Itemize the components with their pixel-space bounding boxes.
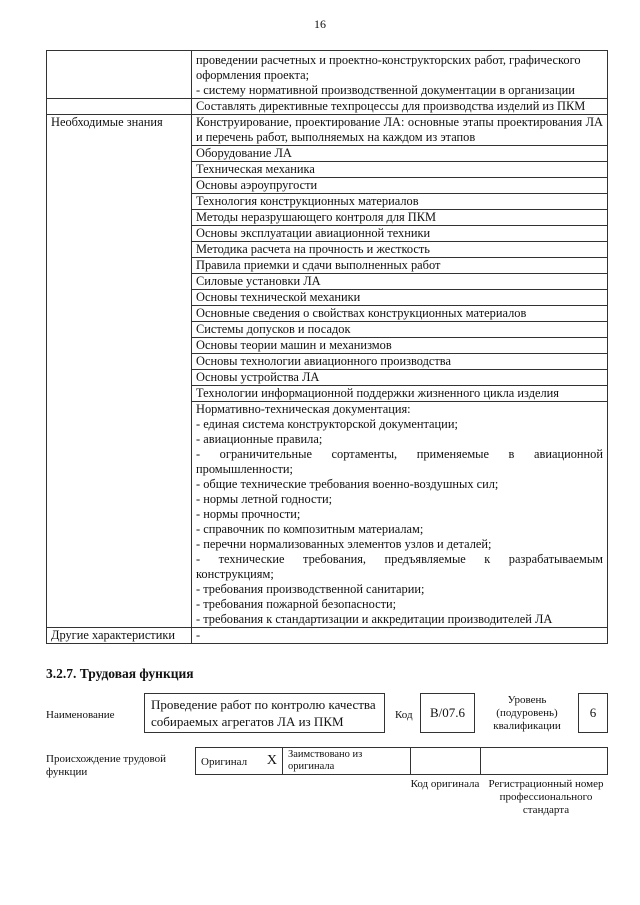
ntd-item: - нормы летной годности; (196, 492, 333, 506)
continued-text-cell (192, 51, 608, 99)
ntd-item: - справочник по композитным материалам; (196, 522, 424, 536)
knowledge-item: Методы неразрушающего контроля для ПКМ (192, 210, 608, 226)
knowledge-item: Основы устройства ЛА (192, 370, 608, 386)
knowledge-item: Основные сведения о свойствах конструкционных материалов (192, 306, 608, 322)
page-number: 16 (314, 17, 326, 31)
other-label: Другие характеристики (47, 628, 192, 644)
knowledge-item: Методика расчета на прочность и жесткость (192, 242, 608, 258)
knowledge-item: Конструирование, проектирование ЛА: основные этапы проектирования ЛА и перечень работ, выполняемых на каждом из этапов (192, 115, 608, 146)
knowledge-item: Технология конструкционных материалов (192, 194, 608, 210)
cont-line: оформления проекта; (196, 68, 310, 82)
original-label: Оригинал (201, 756, 248, 768)
code-original-caption: Код оригинала (410, 778, 480, 790)
knowledge-item: Основы эксплуатации авиационной техники (192, 226, 608, 242)
code-label: Код (395, 709, 413, 721)
code-box (420, 693, 475, 733)
ntd-item: - технические требования, предъявляемые к разрабатываемым конструкциям; (196, 552, 603, 581)
reg-number-caption: Регистрационный номер профессионального стандарта (488, 778, 604, 816)
reg-number-box (480, 747, 608, 775)
knowledge-item: Основы теории машин и механизмов (192, 338, 608, 354)
ntd-item: - перечни нормализованных элементов узлов и деталей; (196, 537, 492, 551)
function-name-box (144, 693, 385, 733)
function-name: Проведение работ по контролю качества собираемых агрегатов ЛА из ПКМ (151, 697, 376, 729)
knowledge-item: Основы технологии авиационного производства (192, 354, 608, 370)
knowledge-item: Силовые установки ЛА (192, 274, 608, 290)
code-original-box (410, 747, 481, 775)
name-label: Наименование (46, 709, 115, 721)
cont-line: проведении расчетных и проектно-конструкторских работ, графического (196, 53, 581, 67)
other-value: - (192, 628, 608, 644)
level-box (578, 693, 608, 733)
ntd-item: - требования производственной санитарии; (196, 582, 425, 596)
knowledge-item: Оборудование ЛА (192, 146, 608, 162)
borrowed-label: Заимствовано из оригинала (288, 749, 363, 772)
knowledge-item: Основы технической механики (192, 290, 608, 306)
ntd-item: - ограничительные сортаменты, применяемые в авиационной промышленности; (196, 447, 603, 476)
ntd-item: - нормы прочности; (196, 507, 301, 521)
knowledge-item: Технологии информационной поддержки жизненного цикла изделия (192, 386, 608, 402)
code-value: B/07.6 (429, 705, 466, 720)
knowledge-item: Правила приемки и сдачи выполненных работ (192, 258, 608, 274)
ntd-item: - требования к стандартизации и аккредитации производителей ЛА (196, 612, 553, 626)
cont-line: - систему нормативной производственной документации в организации (196, 83, 575, 97)
table-row (47, 115, 608, 146)
ntd-item: - единая система конструкторской документации; (196, 417, 458, 431)
section-title: 3.2.7. Трудовая функция (46, 666, 194, 681)
ntd-title: Нормативно-техническая документация: (196, 402, 411, 416)
knowledge-label: Необходимые знания (47, 115, 192, 628)
borrowed-box (282, 747, 411, 775)
original-box (195, 747, 283, 775)
ntd-item: - требования пожарной безопасности; (196, 597, 397, 611)
table-row (47, 99, 608, 115)
knowledge-table (46, 50, 608, 644)
table-row (47, 51, 608, 99)
origin-label: Происхождение трудовой функции (46, 753, 167, 778)
level-value: 6 (589, 705, 597, 720)
label-cell (47, 51, 192, 99)
directive-cell: Составлять директивные техпроцессы для производства изделий из ПКМ (192, 99, 608, 115)
ntd-item: - авиационные правила; (196, 432, 323, 446)
ntd-item: - общие технические требования военно-воздушных сил; (196, 477, 499, 491)
table-row (47, 628, 608, 644)
knowledge-item: Системы допусков и посадок (192, 322, 608, 338)
label-cell (47, 99, 192, 115)
original-mark: X (266, 753, 277, 768)
knowledge-item: Техническая механика (192, 162, 608, 178)
level-label: Уровень (подуровень) квалификации (493, 694, 561, 732)
knowledge-item: Основы аэроупругости (192, 178, 608, 194)
ntd-cell (192, 402, 608, 628)
